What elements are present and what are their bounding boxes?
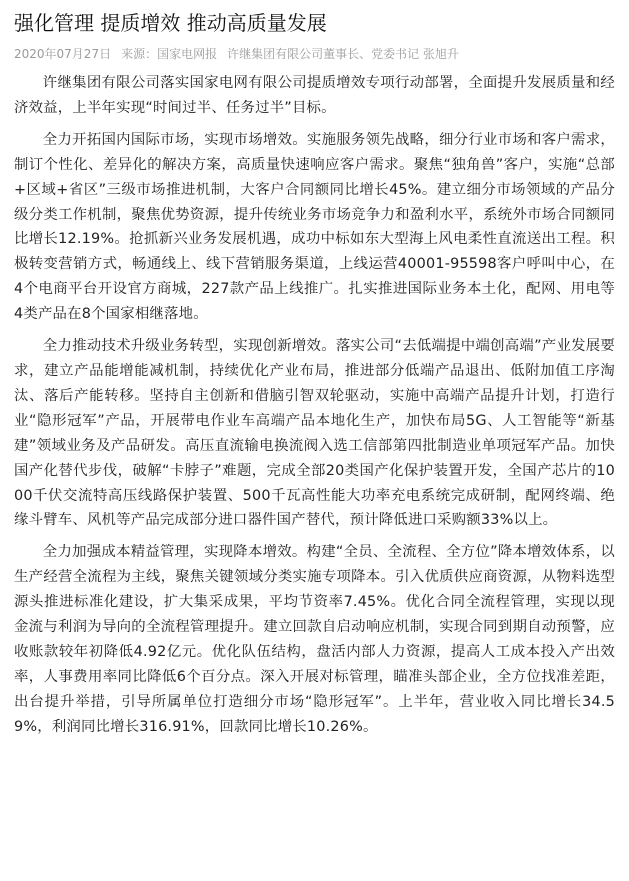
author: 许继集团有限公司董事长、党委书记 张旭升 — [227, 47, 459, 61]
article-meta — [14, 45, 615, 63]
paragraph: 全力推动技术升级业务转型，实现创新增效。落实公司“去低端提中端创高端”产业发展要求，建立产品能增能减机制，持续优化产业布局，推进部分低端产品退出、低附加值工序淘汰、落后产能转移。坚持自主创新和借脑引智双轮驱动，实施中高端产品提升计划，打造行业“隐形冠军”产品，开展带电作业车高端产品本地化生产，加快布局5G、人工智能等“新基建”领域业务及产品研发。高压直流输电换流阀入选工信部第四批制造业单项冠军产品。加快国产化替代步伐，破解“卡脖子”难题，完成全部20类国产化保护装置开发，全国产芯片的1000千伏交流特高压线路保护装置、500千瓦高性能大功率充电系统完成研制，配网终端、绝缘斗臂车、风机等产品完成部分进口器件国产替代，预计降低进口采购额33%以上。 — [14, 338, 615, 529]
paragraph: 全力加强成本精益管理，实现降本增效。构建“全员、全流程、全方位”降本增效体系，以生产经营全流程为主线，聚焦关键领域分类实施专项降本。引入优质供应商资源，从物料选型源头推进标准化建设，扩大集采成果，平均节资率7.45%。优化合同全流程管理，实现以现金流与利润为导向的全流程管理提升。建立回款自启动响应机制，实现合同到期自动预警，应收账款较年初降低4.92亿元。优化队伍结构，盘活内部人力资源，提高人工成本投入产出效率，人事费用率同比降低6个百分点。深入开展对标管理，瞄准头部企业，全方位找准差距，出台提升举措，引导所属单位打造细分市场“隐形冠军”。上半年，营业收入同比增长34.59%，利润同比增长316.91%，回款同比增长10.26%。 — [14, 544, 615, 735]
paragraph: 许继集团有限公司落实国家电网有限公司提质增效专项行动部署，全面提升发展质量和经济效益，上半年实现“时间过半、任务过半”目标。 — [14, 75, 615, 116]
source: 来源：国家电网报 — [121, 47, 218, 61]
article-title: 强化管理 提质增效 推动高质量发展 — [14, 11, 327, 35]
publish-date: 2020年07月27日 — [14, 47, 112, 61]
paragraph: 全力开拓国内国际市场，实现市场增效。实施服务领先战略，细分行业市场和客户需求，制订个性化、差异化的解决方案，高质量快速响应客户需求。聚焦“独角兽”客户，实施“总部+区域+省区”三级市场推进机制，大客户合同额同比增长45%。建立细分市场领域的产品分级分类工作机制，聚焦优势资源，提升传统业务市场竞争力和盈利水平，系统外市场合同额同比增长12.19%。抢抓新兴业务发展机遇，成功中标如东大型海上风电柔性直流送出工程。积极转变营销方式，畅通线上、线下营销服务渠道，上线运营40001-95598客户呼叫中心，在4个电商平台开设官方商城，227款产品上线推广。扎实推进国际业务本土化，配网、用电等4类产品在8个国家相继落地。 — [14, 131, 615, 323]
article-body — [14, 71, 615, 740]
